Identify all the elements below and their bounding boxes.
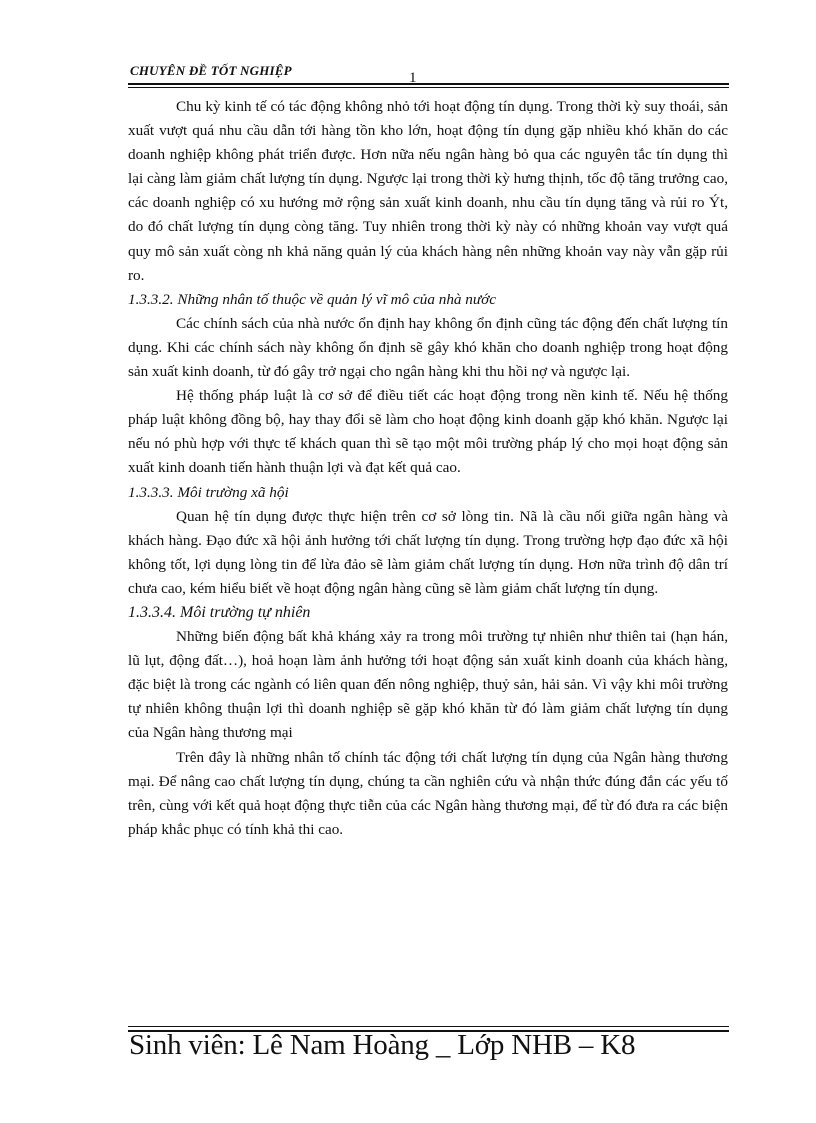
page-number: 1: [409, 70, 417, 86]
section-heading: 1.3.3.2. Những nhân tố thuộc về quản lý vĩ mô của nhà nước: [128, 290, 497, 308]
paragraph: Chu kỳ kinh tế có tác động không nhỏ tới hoạt động tín dụng. Trong thời kỳ suy thoái, sản xuất vượt quá nhu cầu dẫn tới hàng tồn kho lớn, hoạt động tín dụng gặp nhiều khó khăn do các doanh nghiệp không phát triển được. Hơn nữa nếu ngân hàng bỏ qua các nguyên tắc tín dụng thì lại càng làm giảm chất lượng tín dụng. Ngược lại trong thời kỳ hưng thịnh, tốc độ tăng trưởng cao, các doanh nghiệp có xu hướng mở rộng sản xuất kinh doanh, nhu cầu tín dụng tăng và rủi ro Ýt, do đó chất lượng tín dụng còng tăng. Tuy nhiên trong thời kỳ này có những khoản vay vượt quá quy mô sản xuất còng nh khả năng quản lý của khách hàng nên những khoản vay này vẫn gặp rủi ro.: [128, 98, 728, 284]
paragraph: Trên đây là những nhân tố chính tác động tới chất lượng tín dụng của Ngân hàng thương mại. Để nâng cao chất lượng tín dụng, chúng ta cần nghiên cứu và nhận thức đúng đắn các yếu tố trên, cùng với kết quả hoạt động thực tiễn của các Ngân hàng thương mại, để từ đó đưa ra các biện pháp khắc phục có tính khả thi cao.: [128, 748, 728, 838]
header-rule-thick: [128, 83, 729, 85]
section-heading: 1.3.3.3. Môi trường xã hội: [128, 483, 289, 501]
footer-student-info: Sinh viên: Lê Nam Hoàng _ Lớp NHB – K8: [129, 1029, 636, 1061]
section-heading: 1.3.3.4. Môi trường tự nhiên: [128, 603, 311, 621]
document-body: [128, 95, 728, 842]
paragraph: Những biến động bất khả kháng xảy ra trong môi trường tự nhiên như thiên tai (hạn hán, lũ lụt, động đất…), hoả hoạn làm ảnh hưởng tới hoạt động sản xuất kinh doanh của khách hàng, đặc biệt là trong các ngành có liên quan đến nông nghiệp, thuỷ sản, hải sản. Vì vậy khi môi trường tự nhiên không thuận lợi thì doanh nghiệp sẽ gặp khó khăn từ đó làm giảm chất lượng tín dụng của Ngân hàng thương mại: [128, 628, 728, 742]
header-title: CHUYÊN ĐỀ TỐT NGHIỆP: [130, 63, 292, 78]
paragraph: Hệ thống pháp luật là cơ sở để điều tiết các hoạt động trong nền kinh tế. Nếu hệ thống pháp luật không đồng bộ, hay thay đổi sẽ làm cho hoạt động kinh doanh gặp khó khăn. Ngược lại nếu nó phù hợp với thực tế khách quan thì sẽ tạo một môi trường pháp lý cho mọi hoạt động sản xuất kinh doanh tiến hành thuận lợi và đạt kết quả cao.: [128, 387, 728, 477]
footer-rule-thin: [128, 1026, 729, 1027]
header-rule-thin: [128, 87, 729, 88]
paragraph: Các chính sách của nhà nước ổn định hay không ổn định cũng tác động đến chất lượng tín dụng. Khi các chính sách này không ổn định sẽ gây khó khăn cho doanh nghiệp trong hoạt động sản xuất kinh doanh, từ đó gây trở ngại cho ngân hàng khi thu hồi nợ và ngược lại.: [128, 314, 728, 381]
paragraph: Quan hệ tín dụng được thực hiện trên cơ sở lòng tin. Nã là cầu nối giữa ngân hàng và khách hàng. Đạo đức xã hội ảnh hưởng tới chất lượng tín dụng. Trong trường hợp đạo đức xã hội không tốt, lợi dụng lòng tin để lừa đảo sẽ làm giảm chất lượng tín dụng. Hơn nữa trình độ dân trí chưa cao, kém hiểu biết về hoạt động ngân hàng cũng sẽ làm giảm chất lượng tín dụng.: [128, 507, 728, 597]
